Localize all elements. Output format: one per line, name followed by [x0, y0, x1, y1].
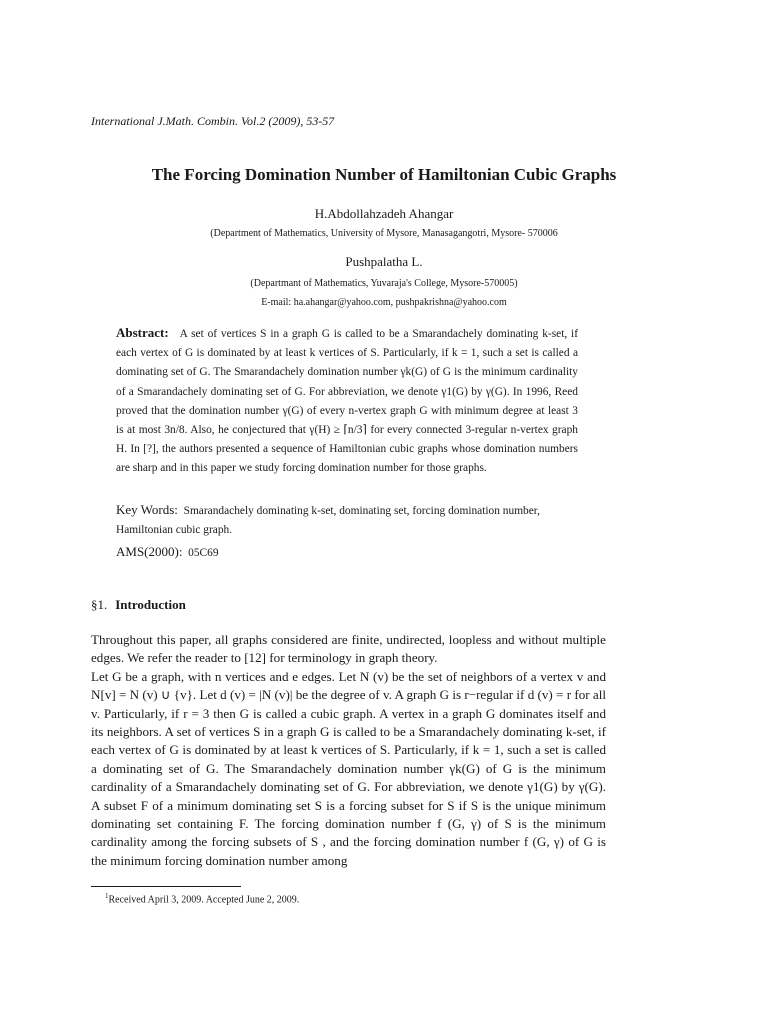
journal-header: International J.Math. Combin. Vol.2 (2009), 53-57	[91, 114, 335, 128]
section-number: §1.	[91, 597, 108, 612]
footnote-text: Received April 3, 2009. Accepted June 2, 2009.	[108, 894, 300, 906]
footnote-rule	[91, 886, 241, 887]
abstract-text: A set of vertices S in a graph G is called to be a Smarandachely dominating k-set, if each vertex of G is dominated by at least k vertices of S. Particularly, if k = 1, such a set is called a dominating set of G. The Smarandachely domination number γk(G) of G is the minimum cardinality of a Smarandachely dominating set of G. For abbreviation, we denote γ1(G) by γ(G). In 1996, Reed proved that the domination number γ(G) of every n-vertex graph G with minimum degree at least 3 is at most 3n/8. Also, he conjectured that γ(H) ≥ ⌈n/3⌉ for every connected 3-regular n-vertex graph H. In [?], the authors presented a sequence of Hamiltonian cubic graphs whose domination numbers are sharp and in this paper we study forcing domination number for those graphs.	[116, 328, 579, 475]
abstract-heading: Abstract	[116, 325, 165, 340]
keywords-block	[116, 500, 578, 540]
ams-block	[116, 544, 219, 560]
introduction-body	[91, 631, 606, 870]
section-heading	[91, 597, 186, 613]
intro-paragraph-1: Throughout this paper, all graphs considered are finite, undirected, loopless and without multiple edges. We refer the reader to [12] for terminology in graph theory.	[91, 632, 606, 666]
author-affiliation-1: (Department of Mathematics, University of Mysore, Manasagangotri, Mysore- 570006	[210, 228, 558, 239]
keywords-heading: Key Words:	[116, 502, 178, 517]
intro-paragraph-2: Let G be a graph, with n vertices and e edges. Let N (v) be the set of neighbors of a vertex v and N[v] = N (v) ∪ {v}. Let d (v) = |N (v)| be the degree of v. A graph G is r−regular if d (v) = r for all v. Particularly, if r = 3 then G is called a cubic graph. A vertex in a graph G dominates itself and its neighbors. A set of vertices S in a graph G is called to be a Smarandachely dominating k-set, if each vertex of G is dominated by at least k vertices of S. Particularly, if k = 1, such a set is called a dominating set of G. The Smarandachely domination number γk(G) of G is the minimum cardinality of a Smarandachely dominating set of G. For abbreviation, we denote γ1(G) by γ(G). A subset F of a minimum dominating set S is a forcing subset for S if S is the unique minimum dominating set containing F. The forcing domination number f (G, γ) of S is the minimum cardinality among the forcing subsets of S , and the forcing domination number f (G, γ) of G is the minimum forcing domination number among	[91, 668, 606, 868]
author-affiliation-2: (Departmant of Mathematics, Yuvaraja's College, Mysore-570005)	[250, 278, 518, 289]
ams-code: 05C69	[188, 547, 219, 559]
ams-heading: AMS(2000):	[116, 544, 183, 559]
author-email: E-mail: ha.ahangar@yahoo.com, pushpakrishna@yahoo.com	[261, 297, 507, 308]
section-title: Introduction	[115, 597, 186, 612]
keywords-text: Smarandachely dominating k-set, dominating set, forcing domination number, Hamiltonian cubic graph.	[116, 505, 540, 537]
paper-title: The Forcing Domination Number of Hamiltonian Cubic Graphs	[151, 165, 617, 184]
footnote	[105, 892, 299, 905]
author-name-2: Pushpalatha L.	[345, 254, 423, 269]
abstract-block: Abstract: A set of vertices S in a graph G is called to be a Smarandachely dominating k-set, if each vertex of G is dominated by at least k vertices of S. Particularly, if k = 1, such a set is called a dominating set of G. The Smarandachely domination number γk(G) of G is the minimum cardinality of a Smarandachely dominating set of G. For abbreviation, we denote γ1(G) by γ(G). In 1996, Reed proved that the domination number γ(G) of every n-vertex graph G with minimum degree at least 3 is at most 3n/8. Also, he conjectured that γ(H) ≥ ⌈n/3⌉ for every connected 3-regular n-vertex graph H. In [?], the authors presented a sequence of Hamiltonian cubic graphs whose domination numbers are sharp and in this paper we study forcing domination number for those graphs.	[116, 325, 579, 475]
footnote-mark: 1	[105, 892, 109, 900]
author-name-1: H.Abdollahzadeh Ahangar	[314, 206, 454, 221]
